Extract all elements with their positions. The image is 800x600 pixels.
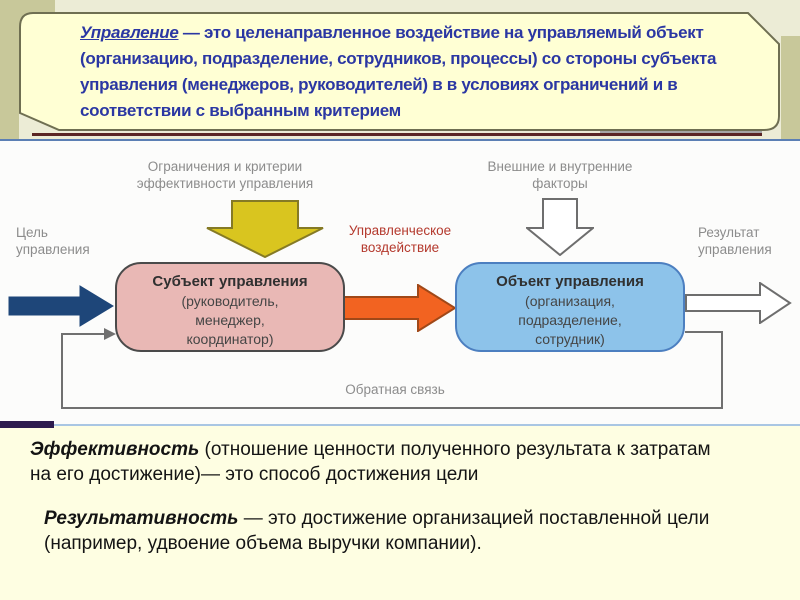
goal-label: Цель управления bbox=[16, 225, 90, 257]
subject-box-title: Субъект управления bbox=[152, 273, 308, 290]
effectiveness-paragraph: Эффективность (отношение ценности полученного результата к затратам на его достижение)— это способ достижения цели bbox=[30, 439, 711, 485]
header-definition bbox=[80, 20, 716, 124]
object-box: Объект управления (организация, подразделение, сотрудник) bbox=[455, 262, 685, 352]
impact-label: Управленческое воздействие bbox=[348, 223, 452, 255]
efficiency-paragraph: Результативность — это достижение организацией поставленной цели (например, удвоение объема выручки компании). bbox=[44, 508, 710, 554]
effectiveness-term: Эффективность bbox=[30, 439, 200, 460]
efficiency-term: Результативность bbox=[44, 508, 239, 529]
result-label: Результат управления bbox=[698, 225, 772, 257]
header-term: Управление bbox=[80, 23, 179, 42]
header-line: (организацию, подразделение, сотрудников, процессы) со стороны субъекта bbox=[80, 49, 717, 68]
subject-box: Субъект управления (руководитель, менеджер, координатор) bbox=[115, 262, 345, 352]
constraints-label: Ограничения и критерии эффективности управления bbox=[136, 159, 314, 191]
header-line: соответствии с выбранным критерием bbox=[80, 101, 401, 120]
tan-left-strip bbox=[0, 0, 19, 139]
object-box-title: Объект управления bbox=[496, 273, 644, 290]
feedback-label: Обратная связь bbox=[345, 382, 445, 397]
blue-divider-line bbox=[0, 139, 800, 141]
factors-label: Внешние и внутренние факторы bbox=[487, 159, 633, 191]
maroon-divider-line bbox=[32, 133, 762, 136]
tan-right-strip bbox=[781, 36, 800, 139]
header-line1-rest: — это целенаправленное воздействие на управляемый объект bbox=[178, 23, 704, 42]
header-line bbox=[80, 20, 716, 46]
header-line: управления (менеджеров, руководителей) в в условиях ограничений и в bbox=[80, 75, 678, 94]
